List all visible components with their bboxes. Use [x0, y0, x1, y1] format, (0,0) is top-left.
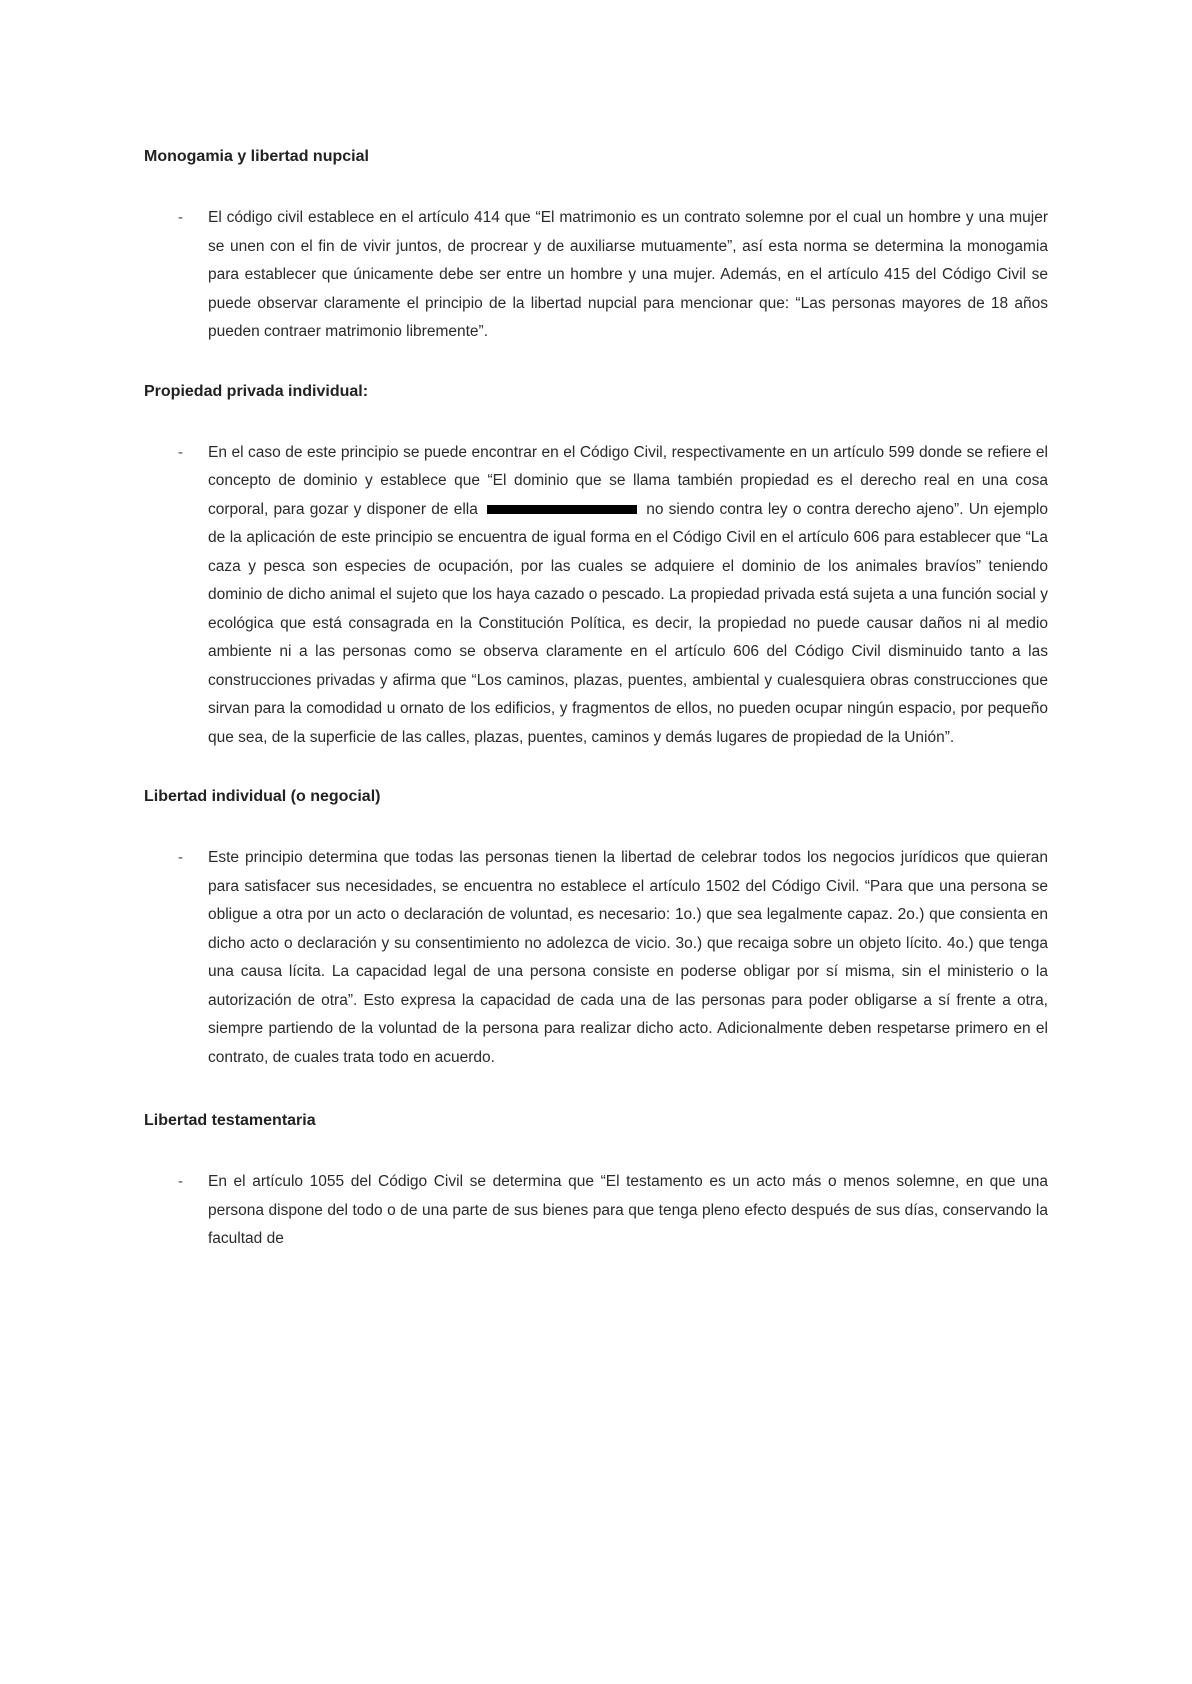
paragraph-text: En el caso de este principio se puede encontrar en el Código Civil, respectivamente en un artículo 599 donde se refiere el concepto de dominio y establece que “El dominio que se llama también propiedad es el derecho real en una cosa corporal, para gozar y disponer de ella — [208, 443, 1048, 518]
paragraph — [208, 439, 1048, 753]
list-item — [178, 439, 1048, 753]
section-heading: Libertad individual (o negocial) — [144, 788, 381, 805]
section-heading: Propiedad privada individual: — [144, 382, 369, 400]
paragraph-text: El código civil establece en el artículo 414 que “El matrimonio es un contrato solemne por el cual un hombre y una mujer se unen con el fin de vivir juntos, de procrear y de auxiliarse mutuamente”, así esta norma se determina la monogamia para establecer que únicamente debe ser entre un hombre y una mujer. Además, en el artículo 415 del Código Civil se puede observar claramente el principio de la libertad nupcial para mencionar que: “Las personas mayores de 18 años pueden contraer matrimonio libremente”. — [208, 209, 1048, 340]
paragraph — [208, 1168, 1048, 1254]
section-heading: Libertad testamentaria — [144, 1112, 316, 1129]
list-item — [178, 1168, 1048, 1254]
section-heading: Monogamia y libertad nupcial — [144, 148, 369, 165]
paragraph-text: Este principio determina que todas las personas tienen la libertad de celebrar todos los negocios jurídicos que quieran para satisfacer sus necesidades, se encuentra no establece el artículo 1502 del Código Civil. “Para que una persona se obligue a otra por un acto o declaración de voluntad, es necesario: 1o.) que sea legalmente capaz. 2o.) que consienta en dicho acto o declaración y su consentimiento no adolezca de vicio. 3o.) que recaiga sobre un objeto lícito. 4o.) que tenga una causa lícita. La capacidad legal de una persona consiste en poderse obligar por sí misma, sin el ministerio o la autorización de otra”. Esto expresa la capacidad de cada una de las personas para poder obligarse a sí frente a otra, siempre partiendo de la voluntad de la persona para realizar dicho acto. Adicionalmente deben respetarse primero en el contrato, de cuales trata todo en acuerdo. — [208, 849, 1048, 1066]
paragraph-text-continued: no siendo contra ley o contra derecho ajeno”. Un ejemplo de la aplicación de este principio se encuentra de igual forma en el Código Civil en el artículo 606 para establecer que “La caza y pesca son especies de ocupación, por las cuales se adquiere el dominio de los animales bravíos” teniendo dominio de dicho animal el sujeto que los haya cazado o pescado. La propiedad privada está sujeta a una función social y ecológica que está consagrada en la Constitución Política, es decir, la propiedad no puede causar daños ni al medio ambiente ni a las personas como se observa claramente en el artículo 606 del Código Civil disminuido tanto a las construcciones privadas y afirma que “Los caminos, plazas, puentes, ambiental y cualesquiera obras construcciones que sirvan para la comodidad u ornato de los edificios, y fragmentos de ellos, no pueden ocupar ningún espacio, por pequeño que sea, de la superficie de las calles, plazas, puentes, caminos y demás lugares de propiedad de la Unión”. — [208, 500, 1048, 746]
paragraph-text: En el artículo 1055 del Código Civil se determina que “El testamento es un acto más o menos solemne, en que una persona dispone del todo o de una parte de sus bienes para que tenga pleno efecto después de sus días, conservando la facultad de — [208, 1173, 1048, 1247]
section-propiedad — [144, 381, 1048, 753]
bullet-icon: - — [178, 849, 183, 866]
bullet-icon: - — [178, 443, 183, 461]
paragraph — [208, 844, 1048, 1072]
redaction-bar — [487, 505, 637, 514]
section-libertad-individual — [144, 786, 1048, 1072]
bullet-icon: - — [178, 1173, 183, 1190]
section-monogamia — [144, 146, 1048, 347]
list-item — [178, 844, 1048, 1072]
bullet-icon: - — [178, 209, 183, 226]
section-libertad-testamentaria — [144, 1110, 1048, 1254]
list-item — [178, 204, 1048, 347]
paragraph — [208, 204, 1048, 347]
